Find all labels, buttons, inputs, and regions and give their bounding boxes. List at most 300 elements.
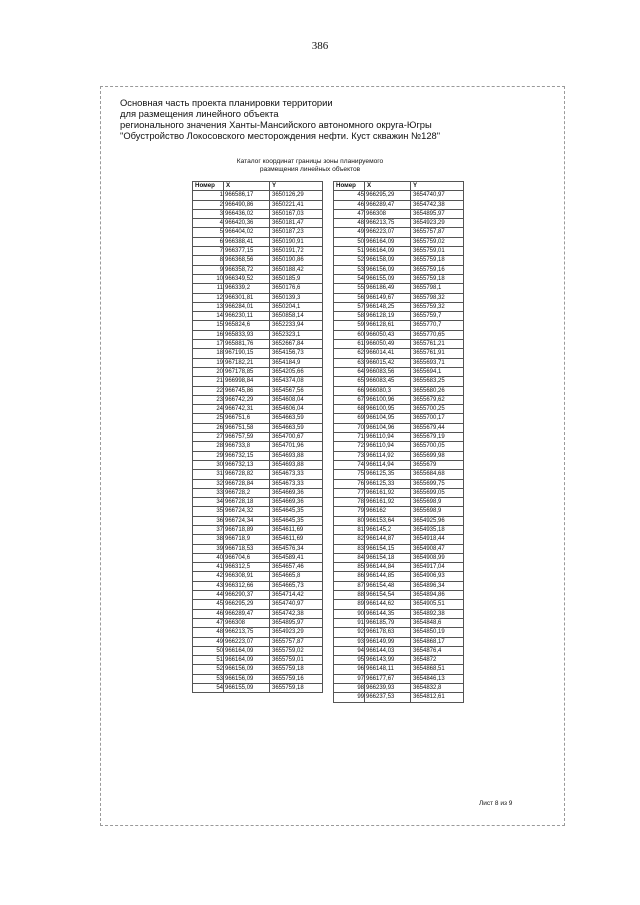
x-coordinate-cell: 966100,95 [365, 405, 411, 414]
point-number-cell: 95 [334, 656, 365, 665]
table-row [334, 395, 464, 404]
y-coordinate-cell: 3655759,16 [411, 265, 464, 274]
point-number-cell: 78 [334, 498, 365, 507]
x-coordinate-cell: 966144,87 [365, 535, 411, 544]
point-number-cell: 74 [334, 460, 365, 469]
table-row [334, 684, 464, 693]
x-coordinate-cell: 966718,9 [224, 535, 270, 544]
point-number-cell: 93 [334, 637, 365, 646]
y-coordinate-cell: 3655759,02 [270, 646, 323, 655]
x-coordinate-cell: 966377,15 [224, 247, 270, 256]
table-row [193, 256, 323, 265]
table-row [193, 321, 323, 330]
x-coordinate-cell: 967182,21 [224, 358, 270, 367]
table-row [334, 544, 464, 553]
x-coordinate-cell: 966349,52 [224, 274, 270, 283]
table-row [334, 460, 464, 469]
y-coordinate-cell: 3654657,46 [270, 563, 323, 572]
table-row [334, 656, 464, 665]
table-row [193, 674, 323, 683]
table-row [334, 265, 464, 274]
table-row [334, 600, 464, 609]
y-coordinate-cell: 3655770,65 [411, 330, 464, 339]
point-number-cell: 71 [334, 433, 365, 442]
x-coordinate-cell: 966177,67 [365, 674, 411, 683]
table-row [193, 451, 323, 460]
point-number-cell: 43 [193, 581, 224, 590]
x-coordinate-cell: 966742,31 [224, 405, 270, 414]
point-number-cell: 58 [334, 312, 365, 321]
y-coordinate-cell: 3655698,9 [411, 498, 464, 507]
y-coordinate-cell: 3655680,26 [411, 386, 464, 395]
y-coordinate-cell: 3654848,6 [411, 618, 464, 627]
y-coordinate-cell: 3654374,08 [270, 377, 323, 386]
point-number-cell: 18 [193, 349, 224, 358]
y-coordinate-cell: 3654876,4 [411, 646, 464, 655]
point-number-cell: 68 [334, 405, 365, 414]
y-coordinate-cell: 3654925,96 [411, 516, 464, 525]
point-number-cell: 48 [193, 628, 224, 637]
y-coordinate-cell: 3655759,18 [270, 684, 323, 693]
table-row [334, 312, 464, 321]
x-coordinate-cell: 966144,03 [365, 646, 411, 655]
table-row [193, 665, 323, 674]
x-coordinate-cell: 966213,75 [224, 628, 270, 637]
table-row [334, 563, 464, 572]
y-coordinate-cell: 3654917,04 [411, 563, 464, 572]
point-number-cell: 86 [334, 572, 365, 581]
x-coordinate-cell: 966104,96 [365, 423, 411, 432]
y-coordinate-cell: 3650187,23 [270, 228, 323, 237]
point-number-cell: 88 [334, 591, 365, 600]
x-coordinate-cell: 966728,2 [224, 488, 270, 497]
point-number-cell: 52 [334, 256, 365, 265]
y-coordinate-cell: 3654740,97 [411, 191, 464, 200]
x-coordinate-cell: 966728,84 [224, 479, 270, 488]
y-coordinate-cell: 3655679,19 [411, 433, 464, 442]
table-row [193, 479, 323, 488]
point-number-cell: 54 [193, 684, 224, 693]
x-coordinate-cell: 966223,07 [365, 228, 411, 237]
point-number-cell: 32 [193, 479, 224, 488]
x-coordinate-cell: 966155,09 [365, 274, 411, 283]
x-coordinate-cell: 966733,8 [224, 442, 270, 451]
header-y: Y [270, 182, 323, 191]
point-number-cell: 7 [193, 247, 224, 256]
x-coordinate-cell: 966156,09 [224, 674, 270, 683]
y-coordinate-cell: 3654908,99 [411, 553, 464, 562]
x-coordinate-cell: 967190,15 [224, 349, 270, 358]
table-row [334, 581, 464, 590]
y-coordinate-cell: 3654673,33 [270, 470, 323, 479]
table-row [334, 665, 464, 674]
x-coordinate-cell: 966164,09 [365, 237, 411, 246]
point-number-cell: 21 [193, 377, 224, 386]
table-row [334, 637, 464, 646]
y-coordinate-cell: 3655757,87 [270, 637, 323, 646]
table-row [193, 637, 323, 646]
point-number-cell: 48 [334, 219, 365, 228]
point-number-cell: 81 [334, 525, 365, 534]
table-row [193, 349, 323, 358]
x-coordinate-cell: 966154,48 [365, 581, 411, 590]
point-number-cell: 92 [334, 628, 365, 637]
sheet-label: Лист 8 из 9 [479, 800, 513, 807]
point-number-cell: 25 [193, 414, 224, 423]
point-number-cell: 69 [334, 414, 365, 423]
point-number-cell: 3 [193, 209, 224, 218]
x-coordinate-cell: 966213,75 [365, 219, 411, 228]
table-row [334, 693, 464, 702]
table-row [193, 525, 323, 534]
point-number-cell: 59 [334, 321, 365, 330]
table-row [193, 544, 323, 553]
y-coordinate-cell: 3654673,33 [270, 479, 323, 488]
table-row [193, 600, 323, 609]
point-number-cell: 49 [193, 637, 224, 646]
y-coordinate-cell: 3654611,69 [270, 535, 323, 544]
x-coordinate-cell: 966289,47 [365, 200, 411, 209]
point-number-cell: 50 [334, 237, 365, 246]
y-coordinate-cell: 3655798,1 [411, 284, 464, 293]
x-coordinate-cell: 966339,2 [224, 284, 270, 293]
y-coordinate-cell: 3654665,8 [270, 572, 323, 581]
y-coordinate-cell: 3654895,97 [411, 209, 464, 218]
table-row [334, 553, 464, 562]
x-coordinate-cell: 966083,45 [365, 377, 411, 386]
y-coordinate-cell: 3654589,41 [270, 553, 323, 562]
y-coordinate-cell: 3655759,02 [411, 237, 464, 246]
point-number-cell: 9 [193, 265, 224, 274]
table-row [193, 237, 323, 246]
x-coordinate-cell: 966239,93 [365, 684, 411, 693]
x-coordinate-cell: 966149,67 [365, 293, 411, 302]
point-number-cell: 30 [193, 460, 224, 469]
x-coordinate-cell: 966368,56 [224, 256, 270, 265]
y-coordinate-cell: 3654896,34 [411, 581, 464, 590]
table-row [193, 433, 323, 442]
table-row [334, 525, 464, 534]
y-coordinate-cell: 3654894,86 [411, 591, 464, 600]
table-row [193, 340, 323, 349]
x-coordinate-cell: 966143,99 [365, 656, 411, 665]
y-coordinate-cell: 3654693,88 [270, 451, 323, 460]
point-number-cell: 87 [334, 581, 365, 590]
table-row [193, 312, 323, 321]
table-row [193, 684, 323, 693]
x-coordinate-cell: 966114,92 [365, 451, 411, 460]
table-row [193, 330, 323, 339]
point-number-cell: 29 [193, 451, 224, 460]
table-row [334, 628, 464, 637]
point-number-cell: 42 [193, 572, 224, 581]
y-coordinate-cell: 3652233,94 [270, 321, 323, 330]
y-coordinate-cell: 3655679 [411, 460, 464, 469]
y-coordinate-cell: 3654567,56 [270, 386, 323, 395]
table-row [193, 618, 323, 627]
point-number-cell: 36 [193, 516, 224, 525]
y-coordinate-cell: 3655759,18 [411, 256, 464, 265]
x-coordinate-cell: 966742,29 [224, 395, 270, 404]
y-coordinate-cell: 3654846,13 [411, 674, 464, 683]
point-number-cell: 19 [193, 358, 224, 367]
y-coordinate-cell: 3655759,18 [411, 274, 464, 283]
point-number-cell: 44 [193, 591, 224, 600]
table-row [334, 340, 464, 349]
point-number-cell: 47 [193, 618, 224, 627]
y-coordinate-cell: 3654663,59 [270, 414, 323, 423]
y-coordinate-cell: 3654742,38 [411, 200, 464, 209]
x-coordinate-cell: 966186,49 [365, 284, 411, 293]
y-coordinate-cell: 3654895,97 [270, 618, 323, 627]
x-coordinate-cell: 966164,09 [224, 646, 270, 655]
y-coordinate-cell: 3650190,86 [270, 256, 323, 265]
table-row [193, 507, 323, 516]
table-row [193, 656, 323, 665]
catalog-title-line: Каталог координат границы зоны планируемого [236, 158, 384, 165]
y-coordinate-cell: 3652667,84 [270, 340, 323, 349]
point-number-cell: 76 [334, 479, 365, 488]
x-coordinate-cell: 966155,09 [224, 684, 270, 693]
x-coordinate-cell: 966100,96 [365, 395, 411, 404]
table-row [193, 553, 323, 562]
point-number-cell: 51 [334, 247, 365, 256]
y-coordinate-cell: 3650139,3 [270, 293, 323, 302]
y-coordinate-cell: 3650190,91 [270, 237, 323, 246]
table-row [334, 349, 464, 358]
point-number-cell: 26 [193, 423, 224, 432]
x-coordinate-cell: 965833,93 [224, 330, 270, 339]
y-coordinate-cell: 3654645,35 [270, 507, 323, 516]
x-coordinate-cell: 966284,01 [224, 302, 270, 311]
x-coordinate-cell: 966158,09 [365, 256, 411, 265]
y-coordinate-cell: 3654923,29 [411, 219, 464, 228]
point-number-cell: 15 [193, 321, 224, 330]
point-number-cell: 2 [193, 200, 224, 209]
y-coordinate-cell: 3654714,42 [270, 591, 323, 600]
point-number-cell: 50 [193, 646, 224, 655]
x-coordinate-cell: 966185,79 [365, 618, 411, 627]
x-coordinate-cell: 966144,35 [365, 609, 411, 618]
x-coordinate-cell: 966237,53 [365, 693, 411, 702]
y-coordinate-cell: 3655798,32 [411, 293, 464, 302]
point-number-cell: 73 [334, 451, 365, 460]
y-coordinate-cell: 3650221,41 [270, 200, 323, 209]
catalog-title [190, 158, 430, 174]
table-row [334, 377, 464, 386]
table-row [334, 414, 464, 423]
y-coordinate-cell: 3655759,32 [411, 302, 464, 311]
table-row [193, 442, 323, 451]
table-row [193, 405, 323, 414]
table-row [334, 646, 464, 655]
point-number-cell: 61 [334, 340, 365, 349]
x-coordinate-cell: 966125,35 [365, 470, 411, 479]
point-number-cell: 85 [334, 563, 365, 572]
y-coordinate-cell: 3655700,17 [411, 414, 464, 423]
table-row [193, 498, 323, 507]
table-row [334, 200, 464, 209]
point-number-cell: 79 [334, 507, 365, 516]
point-number-cell: 80 [334, 516, 365, 525]
point-number-cell: 57 [334, 302, 365, 311]
table-row [334, 247, 464, 256]
table-row [193, 646, 323, 655]
y-coordinate-cell: 3655693,71 [411, 358, 464, 367]
x-coordinate-cell: 966114,94 [365, 460, 411, 469]
point-number-cell: 31 [193, 470, 224, 479]
header-number: Номер [334, 182, 365, 191]
x-coordinate-cell: 966144,62 [365, 600, 411, 609]
x-coordinate-cell: 966144,84 [365, 563, 411, 572]
table-row [334, 367, 464, 376]
point-number-cell: 39 [193, 544, 224, 553]
table-row [334, 451, 464, 460]
y-coordinate-cell: 3654205,66 [270, 367, 323, 376]
header-y: Y [411, 182, 464, 191]
point-number-cell: 97 [334, 674, 365, 683]
y-coordinate-cell: 3654906,93 [411, 572, 464, 581]
y-coordinate-cell: 3650191,72 [270, 247, 323, 256]
y-coordinate-cell: 3655699,98 [411, 451, 464, 460]
point-number-cell: 63 [334, 358, 365, 367]
y-coordinate-cell: 3654892,38 [411, 609, 464, 618]
title-line: Основная часть проекта планировки территории [120, 97, 333, 108]
point-number-cell: 23 [193, 395, 224, 404]
x-coordinate-cell: 966732,15 [224, 451, 270, 460]
point-number-cell: 66 [334, 386, 365, 395]
y-coordinate-cell: 3654872 [411, 656, 464, 665]
point-number-cell: 62 [334, 349, 365, 358]
point-number-cell: 27 [193, 433, 224, 442]
x-coordinate-cell: 966178,63 [365, 628, 411, 637]
y-coordinate-cell: 3655700,05 [411, 442, 464, 451]
x-coordinate-cell: 966080,3 [365, 386, 411, 395]
y-coordinate-cell: 3650185,9 [270, 274, 323, 283]
x-coordinate-cell: 966161,92 [365, 488, 411, 497]
y-coordinate-cell: 3655757,87 [411, 228, 464, 237]
x-coordinate-cell: 966148,11 [365, 665, 411, 674]
y-coordinate-cell: 3654742,38 [270, 609, 323, 618]
point-number-cell: 55 [334, 284, 365, 293]
x-coordinate-cell: 965881,76 [224, 340, 270, 349]
point-number-cell: 89 [334, 600, 365, 609]
y-coordinate-cell: 3650858,14 [270, 312, 323, 321]
page-number: 386 [311, 40, 329, 52]
y-coordinate-cell: 3654608,04 [270, 395, 323, 404]
table-row [193, 591, 323, 600]
y-coordinate-cell: 3650126,29 [270, 191, 323, 200]
point-number-cell: 94 [334, 646, 365, 655]
x-coordinate-cell: 966154,15 [365, 544, 411, 553]
table-row [334, 237, 464, 246]
table-row [334, 516, 464, 525]
table-row [193, 228, 323, 237]
x-coordinate-cell: 966125,33 [365, 479, 411, 488]
coordinates-table-left [192, 181, 323, 693]
y-coordinate-cell: 3654693,88 [270, 460, 323, 469]
point-number-cell: 46 [334, 200, 365, 209]
x-coordinate-cell: 966312,5 [224, 563, 270, 572]
x-coordinate-cell: 966289,47 [224, 609, 270, 618]
y-coordinate-cell: 3654645,35 [270, 516, 323, 525]
table-row [193, 302, 323, 311]
y-coordinate-cell: 3654850,19 [411, 628, 464, 637]
point-number-cell: 16 [193, 330, 224, 339]
point-number-cell: 82 [334, 535, 365, 544]
point-number-cell: 45 [334, 191, 365, 200]
point-number-cell: 99 [334, 693, 365, 702]
y-coordinate-cell: 3655699,05 [411, 488, 464, 497]
point-number-cell: 60 [334, 330, 365, 339]
table-row [193, 423, 323, 432]
coordinates-table-right [333, 181, 464, 703]
y-coordinate-cell: 3654665,73 [270, 581, 323, 590]
y-coordinate-cell: 3654905,51 [411, 600, 464, 609]
title-line: "Обустройство Локосовского месторождения нефти. Куст скважин №128" [120, 130, 441, 141]
x-coordinate-cell: 966308 [224, 618, 270, 627]
x-coordinate-cell: 966154,18 [365, 553, 411, 562]
table-header-row [193, 182, 323, 191]
x-coordinate-cell: 966110,94 [365, 442, 411, 451]
title-line: для размещения линейного объекта [120, 108, 279, 119]
y-coordinate-cell: 3655759,18 [270, 665, 323, 674]
point-number-cell: 47 [334, 209, 365, 218]
y-coordinate-cell: 3650188,42 [270, 265, 323, 274]
point-number-cell: 49 [334, 228, 365, 237]
point-number-cell: 52 [193, 665, 224, 674]
x-coordinate-cell: 966156,09 [365, 265, 411, 274]
x-coordinate-cell: 966014,41 [365, 349, 411, 358]
table-row [193, 265, 323, 274]
point-number-cell: 96 [334, 665, 365, 674]
table-row [334, 572, 464, 581]
y-coordinate-cell: 3652323,1 [270, 330, 323, 339]
point-number-cell: 70 [334, 423, 365, 432]
table-row [334, 330, 464, 339]
point-number-cell: 1 [193, 191, 224, 200]
table-row [334, 321, 464, 330]
x-coordinate-cell: 966718,53 [224, 544, 270, 553]
point-number-cell: 11 [193, 284, 224, 293]
catalog-title-line: размещения линейных объектов [259, 166, 361, 173]
y-coordinate-cell: 3655761,91 [411, 349, 464, 358]
title-line: регионального значения Ханты-Мансийского автономного округа-Югры [120, 119, 432, 130]
y-coordinate-cell: 3655684,68 [411, 470, 464, 479]
y-coordinate-cell: 3654832,8 [411, 684, 464, 693]
y-coordinate-cell: 3654606,04 [270, 405, 323, 414]
table-row [334, 470, 464, 479]
point-number-cell: 33 [193, 488, 224, 497]
table-row [193, 516, 323, 525]
header-x: X [365, 182, 411, 191]
table-row [334, 618, 464, 627]
header-x: X [224, 182, 270, 191]
x-coordinate-cell: 966164,09 [365, 247, 411, 256]
table-row [193, 581, 323, 590]
y-coordinate-cell: 3654156,73 [270, 349, 323, 358]
x-coordinate-cell: 966728,18 [224, 498, 270, 507]
y-coordinate-cell: 3654918,44 [411, 535, 464, 544]
header-number: Номер [193, 182, 224, 191]
x-coordinate-cell: 966128,19 [365, 312, 411, 321]
y-coordinate-cell: 3654663,59 [270, 423, 323, 432]
table-row [193, 414, 323, 423]
table-row [334, 479, 464, 488]
point-number-cell: 72 [334, 442, 365, 451]
x-coordinate-cell: 966050,49 [365, 340, 411, 349]
y-coordinate-cell: 3655699,75 [411, 479, 464, 488]
